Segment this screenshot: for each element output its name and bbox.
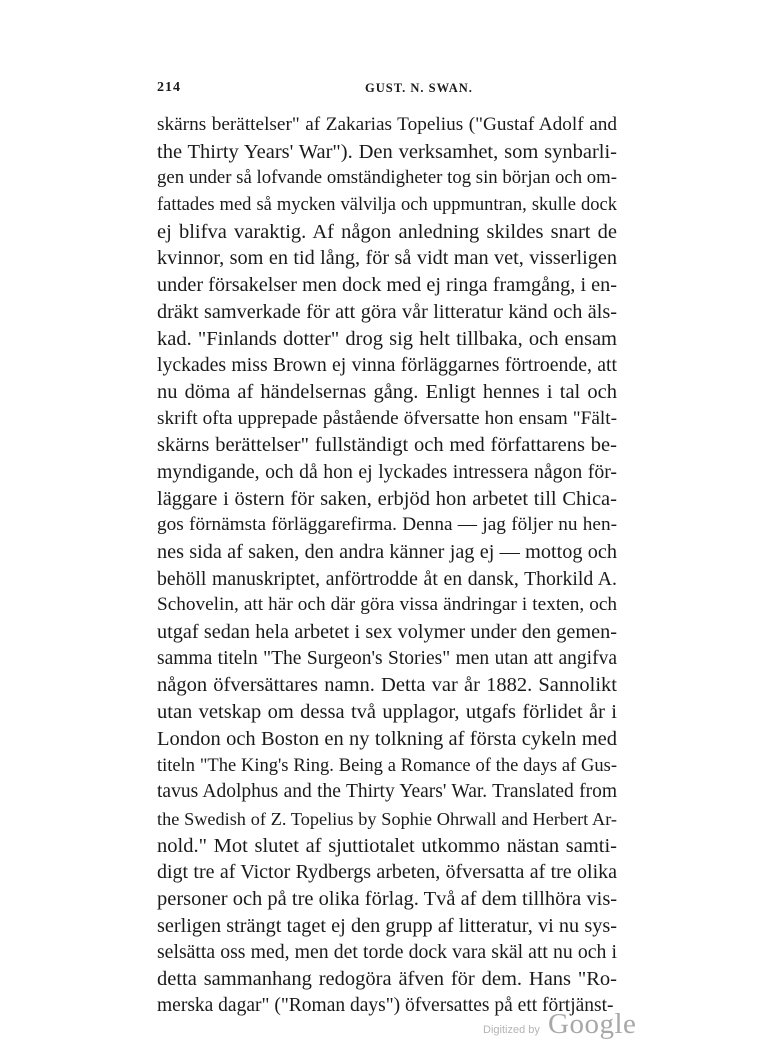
text-line: titeln "The King's Ring. Being a Romance of the days af Gus-: [157, 755, 617, 776]
watermark-prefix: Digitized by: [483, 1024, 540, 1036]
text-line: London och Boston en ny tolkning af första cykeln med: [157, 727, 617, 750]
text-line: utan vetskap om dessa två upplagor, utgafs förlidet år i: [157, 701, 617, 724]
text-line: digt tre af Victor Rydbergs arbeten, öfversatta af tre olika: [157, 861, 617, 884]
text-line: personer och på tre olika förlag. Två af dem tillhöra vis-: [157, 887, 618, 910]
text-line: dräkt samverkade för att göra vår litteratur känd och äls-: [157, 300, 617, 323]
text-line: detta sammanhang redogöra äfven för dem. Hans "Ro-: [157, 968, 617, 990]
text-line: nold." Mot slutet af sjuttiotalet utkommo nästan samti-: [157, 834, 617, 857]
text-line: kad. "Finlands dotter" drog sig helt tillbaka, och ensam: [157, 327, 617, 350]
text-line: Schovelin, att här och där göra vissa ändringar i texten, och: [157, 594, 617, 616]
text-line: myndigande, och då hon ej lyckades intressera någon för-: [157, 460, 617, 483]
text-line: under försakelser men dock med ej ringa framgång, i en-: [157, 274, 617, 297]
text-line: merska dagar" ("Roman days") öfversattes på ett förtjänst-: [157, 994, 614, 1016]
text-line: the Thirty Years' War"). Den verksamhet, som synbarli-: [157, 140, 617, 163]
page-header: [157, 80, 617, 100]
text-line: någon öfversättares namn. Detta var år 1882. Sannolikt: [157, 674, 617, 697]
google-logo: Google: [548, 1008, 637, 1040]
text-line: skrift ofta upprepade påstående öfversatte hon ensam "Fält-: [157, 407, 617, 429]
text-line: läggare i östern för saken, erbjöd hon arbetet till Chica-: [157, 487, 617, 510]
body-text: [157, 112, 617, 1019]
text-line: skärns berättelser" fullständigt och med författarens be-: [157, 434, 617, 457]
text-line: skärns berättelser" af Zakarias Topelius ("Gustaf Adolf and: [157, 114, 617, 135]
text-line: utgaf sedan hela arbetet i sex volymer under den gemen-: [157, 621, 617, 644]
text-line: ej blifva varaktig. Af någon anledning skildes snart de: [157, 220, 617, 243]
text-line: behöll manuskriptet, anförtrodde åt en dansk, Thorkild A.: [157, 567, 617, 590]
text-line: nes sida af saken, den andra känner jag ej — mottog och: [157, 541, 617, 563]
running-head: GUST. N. SWAN.: [365, 81, 473, 95]
text-line: the Swedish of Z. Topelius by Sophie Ohrwall and Herbert Ar-: [157, 808, 617, 829]
text-line: lyckades miss Brown ej vinna förläggarnes förtroende, att: [157, 354, 617, 377]
text-line: fattades med så mycken välvilja och uppmuntran, skulle dock: [157, 195, 617, 216]
text-line: serligen strängt taget ej den grupp af litteratur, vi nu sys-: [157, 914, 617, 937]
page-number: 214: [157, 80, 181, 95]
text-line: samma titeln "The Surgeon's Stories" men utan att angifva: [157, 647, 617, 669]
text-line: gen under så lofvande omständigheter tog sin början och om-: [157, 167, 617, 189]
text-line: selsätta oss med, men det torde dock vara skäl att nu och i: [157, 941, 617, 964]
text-line: gos förnämsta förläggarefirma. Denna — jag följer nu hen-: [157, 514, 617, 536]
text-line: nu döma af händelsernas gång. Enligt hennes i tal och: [157, 380, 617, 403]
text-line: tavus Adolphus and the Thirty Years' War. Translated from: [157, 781, 617, 803]
digitized-by-google-watermark: [483, 1008, 663, 1042]
text-line: kvinnor, som en tid lång, för så vidt man vet, visserligen: [157, 247, 617, 270]
